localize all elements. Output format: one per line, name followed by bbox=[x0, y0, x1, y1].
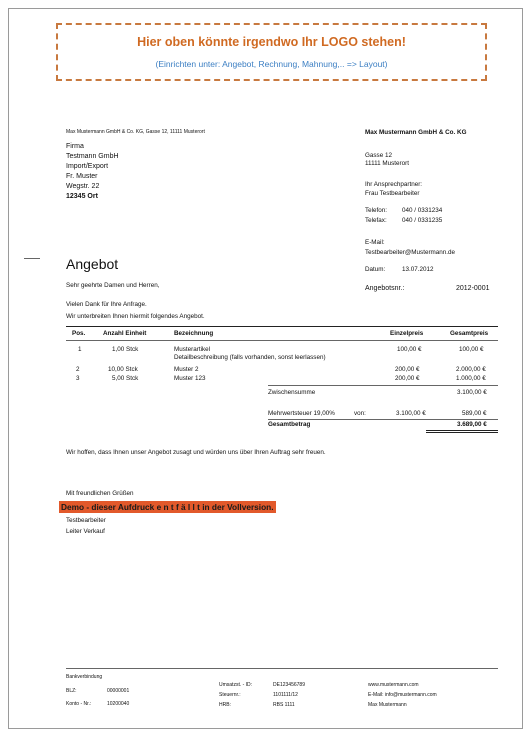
footer-vatid-label: Umsatzst. - ID: bbox=[219, 682, 253, 688]
header-qty: Anzahl Einheit bbox=[103, 330, 147, 337]
footer-hrb-label: HRB: bbox=[219, 702, 231, 708]
vat-label: Mehrwertsteuer 19,00% bbox=[268, 410, 335, 417]
vat-base: 3.100,00 € bbox=[396, 410, 426, 417]
row-total: 100,00 € bbox=[459, 346, 484, 353]
row-pos: 1 bbox=[78, 346, 82, 353]
total-rule bbox=[268, 419, 498, 420]
recipient-line: Wegstr. 22 bbox=[66, 183, 100, 190]
footer-rule bbox=[66, 668, 498, 669]
total-label: Gesamtbetrag bbox=[268, 421, 311, 428]
footer-account-label: Konto - Nr.: bbox=[66, 701, 92, 707]
footer-hrb-value: RBS 1111 bbox=[273, 702, 295, 708]
fold-mark bbox=[24, 258, 40, 259]
vat-value: 589,00 € bbox=[462, 410, 487, 417]
total-double-rule bbox=[426, 432, 498, 433]
row-total: 2.000,00 € bbox=[456, 366, 486, 373]
fax-label: Telefax: bbox=[365, 217, 387, 224]
row-total: 1.000,00 € bbox=[456, 375, 486, 382]
company-name: Max Mustermann GmbH & Co. KG bbox=[365, 129, 467, 136]
row-pos: 2 bbox=[76, 366, 80, 373]
date-label: Datum: bbox=[365, 266, 386, 273]
footer-email: E-Mail: info@mustermann.com bbox=[368, 692, 437, 698]
recipient-line: Fr. Muster bbox=[66, 173, 98, 180]
recipient-line: Testmann GmbH bbox=[66, 153, 119, 160]
company-street: Gasse 12 bbox=[365, 152, 392, 159]
footer-blz-value: 00000001 bbox=[107, 688, 130, 694]
footer-owner: Max Mustermann bbox=[368, 702, 407, 708]
logo-placeholder bbox=[56, 23, 487, 81]
row-desc: Musterartikel bbox=[174, 346, 211, 353]
row-desc: Muster 123 bbox=[174, 375, 206, 382]
row-unit-price: 100,00 € bbox=[397, 346, 422, 353]
table-header-rule bbox=[66, 340, 498, 341]
logo-subtitle: (Einrichten unter: Angebot, Rechnung, Mahnung,.. => Layout) bbox=[155, 59, 388, 69]
company-city: 11111 Musterort bbox=[365, 160, 409, 167]
demo-notice: Demo - dieser Aufdruck e n t f ä l l t in der Vollversion. bbox=[61, 502, 274, 512]
row-unit-price: 200,00 € bbox=[395, 366, 420, 373]
footer-blz-label: BLZ: bbox=[66, 688, 77, 694]
row-pos: 3 bbox=[76, 375, 80, 382]
date-value: 13.07.2012 bbox=[402, 266, 434, 273]
footer-bank-label: Bankverbindung bbox=[66, 674, 103, 680]
regards: Mit freundlichen Grüßen bbox=[66, 490, 134, 497]
header-pos: Pos. bbox=[72, 330, 86, 337]
vat-from: von: bbox=[354, 410, 366, 417]
signer-role: Leiter Verkauf bbox=[66, 528, 105, 535]
offer-number-label: Angebotsnr.: bbox=[365, 285, 405, 292]
subtotal-label: Zwischensumme bbox=[268, 389, 316, 396]
total-value: 3.689,00 € bbox=[457, 421, 487, 428]
closing-text: Wir hoffen, dass Ihnen unser Angebot zusagt und würden uns über Ihren Auftrag sehr freuen. bbox=[66, 449, 326, 456]
greeting: Sehr geehrte Damen und Herren, bbox=[66, 282, 160, 289]
sender-line: Max Mustermann GmbH & Co. KG, Gasse 12, 11111 Musterort bbox=[66, 129, 205, 135]
fax-value: 040 / 0331235 bbox=[402, 217, 443, 224]
intro-line: Wir unterbreiten Ihnen hiermit folgendes Angebot. bbox=[66, 313, 205, 320]
footer-website: www.mustermann.com bbox=[368, 682, 419, 688]
intro-line: Vielen Dank für Ihre Anfrage. bbox=[66, 301, 147, 308]
subtotal-value: 3.100,00 € bbox=[457, 389, 487, 396]
footer-vatid-value: DE123456789 bbox=[273, 682, 305, 688]
row-qty: 10,00 Stck bbox=[108, 366, 138, 373]
recipient-line: Firma bbox=[66, 143, 84, 150]
row-unit-price: 200,00 € bbox=[395, 375, 420, 382]
phone-value: 040 / 0331234 bbox=[402, 207, 443, 214]
contact-name: Frau Testbearbeiter bbox=[365, 190, 420, 197]
recipient-line: Import/Export bbox=[66, 163, 109, 170]
row-qty: 5,00 Stck bbox=[112, 375, 139, 382]
row-desc: Muster 2 bbox=[174, 366, 199, 373]
row-qty: 1,00 Stck bbox=[112, 346, 139, 353]
document-page bbox=[8, 8, 523, 729]
signer-name: Testbearbeiter bbox=[66, 517, 106, 524]
subtotal-rule bbox=[268, 385, 498, 386]
header-description: Bezeichnung bbox=[174, 330, 214, 337]
footer-taxno-value: 1101111/12 bbox=[273, 692, 298, 698]
footer-taxno-label: Steuernr.: bbox=[219, 692, 241, 698]
total-double-rule bbox=[426, 430, 498, 431]
footer-account-value: 10200040 bbox=[107, 701, 130, 707]
table-top-rule bbox=[66, 326, 498, 327]
logo-title: Hier oben könnte irgendwo Ihr LOGO stehen! bbox=[137, 35, 406, 49]
email-label: E-Mail: bbox=[365, 239, 385, 246]
email-value: Testbearbeiter@Mustermann.de bbox=[365, 249, 456, 256]
offer-number-value: 2012-0001 bbox=[456, 285, 490, 292]
row-desc-detail: Detailbeschreibung (falls vorhanden, sonst leerlassen) bbox=[174, 354, 326, 361]
phone-label: Telefon: bbox=[365, 207, 388, 214]
document-title: Angebot bbox=[66, 256, 119, 272]
header-unit-price: Einzelpreis bbox=[390, 330, 424, 337]
header-total-price: Gesamtpreis bbox=[450, 330, 489, 337]
contact-label: Ihr Ansprechpartner: bbox=[365, 181, 423, 188]
recipient-line: 12345 Ort bbox=[66, 193, 98, 200]
